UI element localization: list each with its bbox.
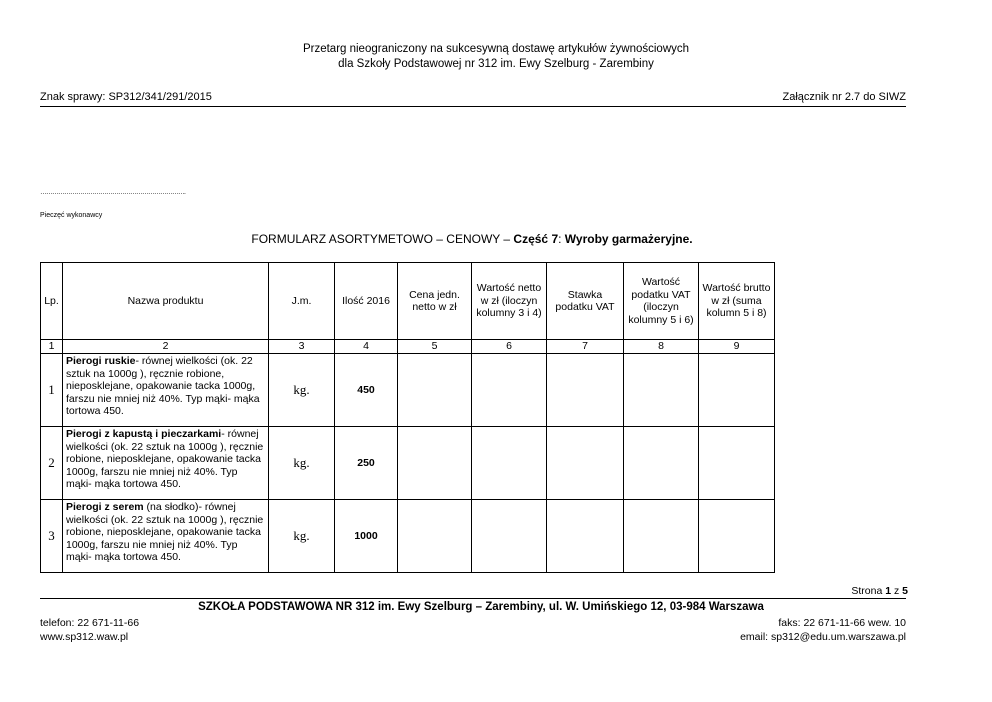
row-quantity: 250	[335, 427, 398, 500]
footer-email: email: sp312@edu.um.warszawa.pl	[740, 631, 906, 643]
product-description: - równej wielkości (ok. 22 sztuk na 1000g ), ręcznie robione, nieposklejane, opakowanie tacka 1000g, farszu nie mniej niż 40%. Typ mąki- mąka tortowa 450.	[66, 355, 260, 417]
product-name-cell	[63, 354, 269, 427]
row-quantity: 450	[335, 354, 398, 427]
column-number-row	[41, 340, 775, 354]
vat-rate-input[interactable]	[547, 500, 624, 573]
row-unit: kg.	[269, 500, 335, 573]
product-description: - równej wielkości (ok. 22 sztuk na 1000g ), ręcznie robione, nieposklejane, opakowanie tacka 1000g, farszu nie mniej niż 40%. Typ mąki- mąka tortowa 450.	[66, 428, 264, 490]
form-title-name: Wyroby garmażeryjne.	[564, 232, 693, 246]
product-name-bold: Pierogi ruskie	[66, 355, 136, 367]
gross-value-input[interactable]	[699, 354, 775, 427]
net-value-input[interactable]	[472, 427, 547, 500]
col-number: 5	[398, 340, 472, 354]
product-name-cell	[63, 427, 269, 500]
price-form-table	[40, 262, 775, 573]
stamp-line: ……………………………………………………………….	[40, 189, 185, 196]
gross-value-input[interactable]	[699, 500, 775, 573]
row-lp: 1	[41, 354, 63, 427]
header-gross-value: Wartość brutto w zł (suma kolumn 5 i 8)	[699, 263, 775, 340]
col-number: 3	[269, 340, 335, 354]
row-unit: kg.	[269, 427, 335, 500]
vat-rate-input[interactable]	[547, 427, 624, 500]
header-product-name: Nazwa produktu	[63, 263, 269, 340]
vat-value-input[interactable]	[624, 354, 699, 427]
col-number: 4	[335, 340, 398, 354]
footer-fax: faks: 22 671-11-66 wew. 10	[778, 617, 906, 629]
col-number: 2	[63, 340, 269, 354]
col-number: 1	[41, 340, 63, 354]
header-vat-rate: Stawka podatku VAT	[547, 263, 624, 340]
vat-value-input[interactable]	[624, 427, 699, 500]
product-name-bold: Pierogi z kapustą i pieczarkami	[66, 428, 222, 440]
row-lp: 3	[41, 500, 63, 573]
header-divider	[40, 106, 906, 107]
form-title-part: Część 7	[513, 232, 559, 246]
unit-price-input[interactable]	[398, 427, 472, 500]
footer-divider	[40, 598, 906, 599]
col-number: 8	[624, 340, 699, 354]
page-number	[851, 585, 908, 597]
header-lp: Lp.	[41, 263, 63, 340]
product-name-cell	[63, 500, 269, 573]
header-unit: J.m.	[269, 263, 335, 340]
vat-rate-input[interactable]	[547, 354, 624, 427]
page-number-sep: z	[891, 585, 903, 597]
gross-value-input[interactable]	[699, 427, 775, 500]
stamp-label: Pieczęć wykonawcy	[40, 212, 103, 219]
vat-value-input[interactable]	[624, 500, 699, 573]
net-value-input[interactable]	[472, 354, 547, 427]
header-vat-value: Wartość podatku VAT (iloczyn kolumny 5 i 6)	[624, 263, 699, 340]
page-number-total: 5	[902, 585, 908, 597]
footer-website: www.sp312.waw.pl	[40, 631, 129, 643]
table-row	[41, 427, 775, 500]
header-line-2: dla Szkoły Podstawowej nr 312 im. Ewy Szelburg - Zarembiny	[338, 58, 654, 70]
row-unit: kg.	[269, 354, 335, 427]
row-lp: 2	[41, 427, 63, 500]
form-title	[0, 232, 944, 246]
unit-price-input[interactable]	[398, 354, 472, 427]
attachment-label: Załącznik nr 2.7 do SIWZ	[782, 91, 906, 103]
col-number: 7	[547, 340, 624, 354]
net-value-input[interactable]	[472, 500, 547, 573]
header-net-value: Wartość netto w zł (iloczyn kolumny 3 i 4)	[472, 263, 547, 340]
col-number: 6	[472, 340, 547, 354]
table-row	[41, 500, 775, 573]
header-unit-price: Cena jedn. netto w zł	[398, 263, 472, 340]
header-quantity: Ilość 2016	[335, 263, 398, 340]
footer-school: SZKOŁA PODSTAWOWA NR 312 im. Ewy Szelburg – Zarembiny, ul. W. Umińskiego 12, 03-984 Warszawa	[198, 601, 764, 613]
form-title-colon: :	[558, 232, 565, 246]
table-header-row	[41, 263, 775, 340]
table-row	[41, 354, 775, 427]
footer-phone: telefon: 22 671-11-66	[40, 617, 140, 629]
case-number: Znak sprawy: SP312/341/291/2015	[40, 91, 212, 103]
col-number: 9	[699, 340, 775, 354]
row-quantity: 1000	[335, 500, 398, 573]
form-title-prefix: FORMULARZ ASORTYMETOWO – CENOWY –	[251, 232, 514, 246]
page-number-current: 1	[885, 585, 892, 597]
product-description: (na słodko)- równej wielkości (ok. 22 sztuk na 1000g ), ręcznie robione, nieposklejane, opakowanie tacka 1000g, farszu nie mniej niż 40%. Typ mąki- mąka tortowa 450.	[66, 501, 264, 563]
product-name-bold: Pierogi z serem	[66, 501, 144, 513]
unit-price-input[interactable]	[398, 500, 472, 573]
page-number-prefix: Strona	[851, 585, 886, 597]
header-line-1: Przetarg nieograniczony na sukcesywną dostawę artykułów żywnościowych	[302, 43, 690, 55]
